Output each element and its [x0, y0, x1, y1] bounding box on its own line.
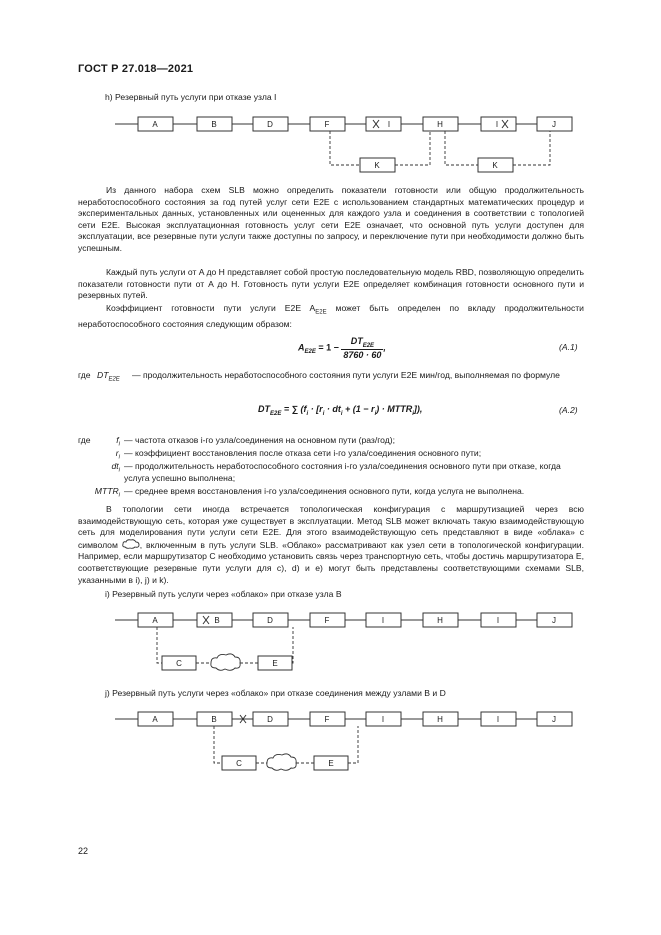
- def-r-symbol: $r_i$: [115, 448, 120, 461]
- cloud-symbol-icon: [122, 539, 140, 549]
- svg-text:J: J: [552, 715, 556, 724]
- def-mttr-symbol: $MTTR_i$: [94, 486, 120, 499]
- svg-text:A: A: [152, 616, 158, 625]
- svg-text:K: K: [374, 161, 380, 170]
- svg-text:B: B: [211, 120, 217, 129]
- paragraph-2: Каждый путь услуги от A до H представляет собой простую последовательную модель RBD, позволяющую определить показатели готовности пути от A до H. Готовность пути услуги E2E определяет комбинация готовности основного пути и резервных путей.: [78, 267, 584, 301]
- defs-prefix: где: [78, 435, 91, 445]
- svg-text:I: I: [381, 715, 385, 724]
- svg-text:F: F: [324, 120, 330, 129]
- svg-text:H: H: [437, 715, 443, 724]
- svg-text:I: I: [496, 715, 500, 724]
- formula-a1: $A_{E2E} = 1$ − $\frac{DT_{E2E}}{8760 \cdot 60}$ ,: [298, 336, 386, 360]
- formula-a2: $DT_{E2E}$ = ∑ ($f_i \cdot [r_i \cdot dt_i + (1 - r_i)$ · $MTTR_i$]),: [258, 404, 423, 417]
- formula-a1-number: (A.1): [559, 342, 578, 352]
- svg-text:E: E: [272, 659, 278, 668]
- svg-text:J: J: [552, 120, 556, 129]
- node-i: [481, 117, 516, 131]
- svg-text:A: A: [152, 715, 158, 724]
- diagram-i-caption: i) Резервный путь услуги через «облако» при отказе узла B: [105, 589, 342, 599]
- svg-text:F: F: [324, 616, 330, 625]
- svg-text:H: H: [437, 120, 443, 129]
- svg-text:D: D: [267, 715, 273, 724]
- diagram-h: [110, 112, 580, 182]
- svg-text:C: C: [236, 759, 242, 768]
- svg-text:H: H: [437, 616, 443, 625]
- diagram-h-caption: h) Резервный путь услуги при отказе узла I: [105, 92, 277, 102]
- def-f-text: — частота отказов i-го узла/соединения на основном пути (раз/год);: [124, 435, 396, 445]
- diagram-i: [110, 608, 580, 678]
- svg-text:F: F: [324, 715, 330, 724]
- def-mttr-text: — среднее время восстановления i-го узла/соединения основного пути, когда услуга не выполнена.: [124, 486, 525, 496]
- formula-a2-number: (A.2): [559, 405, 578, 415]
- svg-text:I: I: [496, 616, 500, 625]
- svg-text:I: I: [495, 120, 499, 129]
- paragraph-4: В топологии сети иногда встречается топологическая конфигурация с маршрутизацией через всю взаимодействующую сеть, которая уже существует в эксплуатации. Метод SLB может включать такую взаимодействующую сеть для моделирования пути услуги сети E2E. Для этого взаимодействующую сеть представляют в виде «облака» с символом , включенным в путь услуги SLB. «Облако» рассматривают как узел сети в топологической конфигурации. Например, если маршрутизатор C необходимо установить связь через транспортную сеть, чтобы достичь маршрутизатора E, соответствующие резервные пути услуги для c), d) и e) могут быть представлены соответствующими схемами SLB, указанными в i), j) и k).: [78, 504, 584, 585]
- def-dt-text: — продолжительность неработоспособного состояния i-го узла/соединения основного пути при отказе, когда услуга успешно выполнена;: [124, 461, 561, 483]
- diagram-j-caption: j) Резервный путь услуги через «облако» при отказе соединения между узлами B и D: [105, 688, 446, 698]
- paragraph-3: Коэффициент готовности пути услуги E2E $A_{E2E}$ может быть определен по вкладу продолжительности неработоспособного состояния следующим образом:: [78, 303, 584, 330]
- svg-text:C: C: [176, 659, 182, 668]
- svg-text:A: A: [152, 120, 158, 129]
- cloud-icon: [211, 654, 240, 670]
- where-dt-symbol: $DT_{E2E}$: [97, 370, 120, 383]
- svg-text:B: B: [214, 616, 220, 625]
- def-f-symbol: $f_i$: [116, 435, 120, 448]
- where-dt-text: — продолжительность неработоспособного состояния пути услуги E2E мин/год, выполняемая по формуле: [132, 370, 560, 380]
- svg-text:J: J: [552, 616, 556, 625]
- page-number: 22: [78, 846, 89, 856]
- svg-text:I: I: [387, 120, 391, 129]
- paragraph-1: Из данного набора схем SLB можно определить показатели готовности или общую продолжительность неработоспособного состояния за год путей услуг сети E2E с использованием стандартных математических процедур и экспериментальных данных, установленных или оцененных для каждого узла и соединения в соответствии с топологией сети E2E. Высокая эксплуатационная готовность услуг сети E2E означает, что основной путь услуги доступен для эксплуатации, все резервные пути услуги также доступны по запросу, и переключение пути при необходимости должно быть успешным.: [78, 185, 584, 253]
- node-i-failed: [366, 117, 401, 131]
- svg-text:K: K: [492, 161, 498, 170]
- svg-text:E: E: [328, 759, 334, 768]
- diagram-j: [110, 707, 580, 777]
- where-prefix: где: [78, 370, 91, 380]
- svg-text:D: D: [267, 616, 273, 625]
- svg-text:I: I: [381, 616, 385, 625]
- svg-text:B: B: [211, 715, 217, 724]
- svg-text:D: D: [267, 120, 273, 129]
- document-header: ГОСТ Р 27.018—2021: [78, 63, 194, 75]
- def-r-text: — коэффициент восстановления после отказа сети i-го узла/соединения основного пути;: [124, 448, 482, 458]
- def-dt-symbol: $dt_i$: [111, 461, 120, 474]
- cloud-icon: [267, 754, 296, 770]
